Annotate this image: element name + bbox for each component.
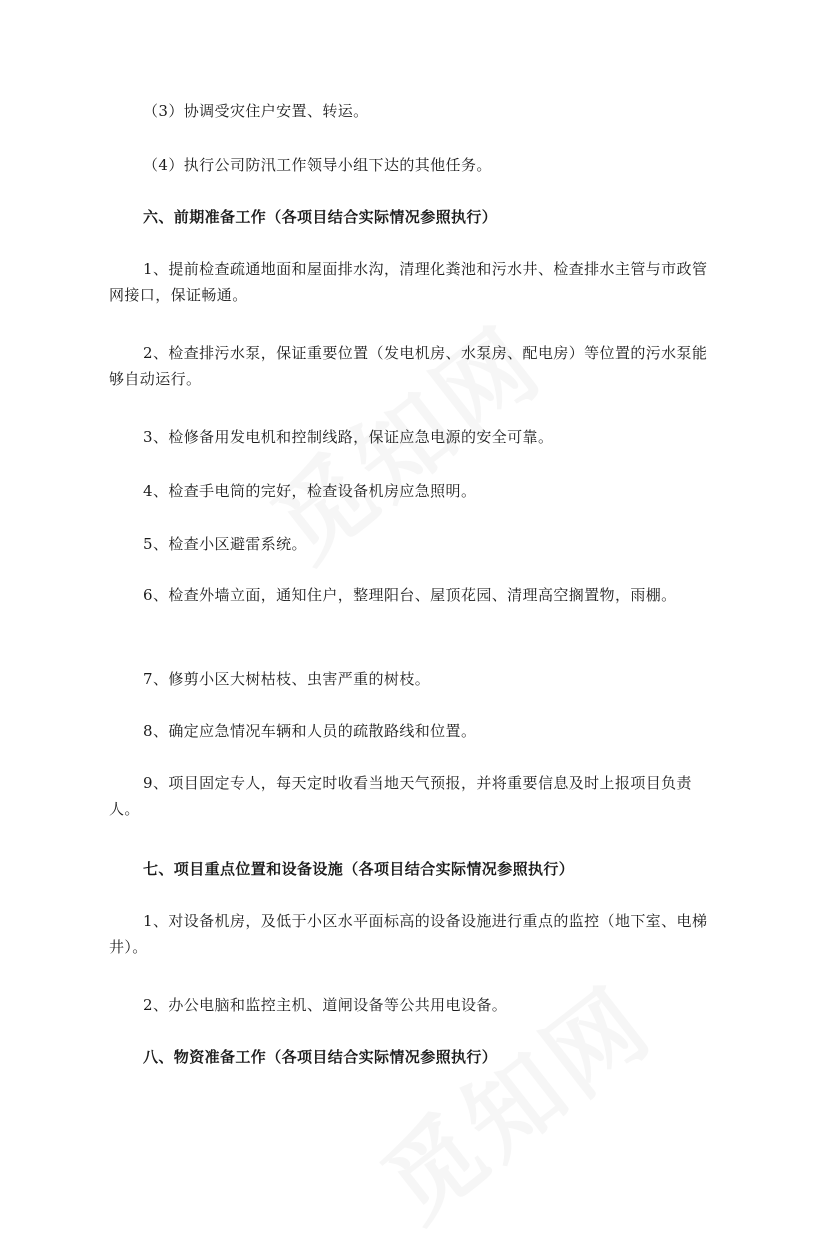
paragraph: 2、检查排污水泵，保证重要位置（发电机房、水泵房、配电房）等位置的污水泵能够自动运行。	[109, 344, 708, 388]
paragraph: （4）执行公司防汛工作领导小组下达的其他任务。	[143, 156, 492, 174]
paragraph: 6、检查外墙立面，通知住户，整理阳台、屋顶花园、清理高空搁置物，雨棚。	[143, 586, 677, 604]
section-heading: 六、前期准备工作（各项目结合实际情况参照执行）	[143, 208, 498, 226]
paragraph: （3）协调受灾住户安置、转运。	[143, 102, 369, 120]
section-heading: 七、项目重点位置和设备设施（各项目结合实际情况参照执行）	[143, 860, 575, 878]
paragraph: 8、确定应急情况车辆和人员的疏散路线和位置。	[143, 722, 477, 740]
paragraph: 7、修剪小区大树枯枝、虫害严重的树枝。	[143, 670, 431, 688]
paragraph: 3、检修备用发电机和控制线路，保证应急电源的安全可靠。	[143, 428, 554, 446]
paragraph: 1、提前检查疏通地面和屋面排水沟，清理化粪池和污水井、检查排水主管与市政管网接口，保证畅通。	[109, 260, 708, 304]
paragraph: 5、检查小区避雷系统。	[143, 535, 307, 553]
paragraph: 1、对设备机房，及低于小区水平面标高的设备设施进行重点的监控（地下室、电梯井）。	[109, 912, 708, 956]
paragraph: 2、办公电脑和监控主机、道闸设备等公共用电设备。	[143, 996, 508, 1014]
paragraph: 9、项目固定专人，每天定时收看当地天气预报，并将重要信息及时上报项目负责人。	[109, 774, 692, 818]
paragraph: 4、检查手电筒的完好，检查设备机房应急照明。	[143, 482, 477, 500]
section-heading: 八、物资准备工作（各项目结合实际情况参照执行）	[143, 1048, 498, 1066]
